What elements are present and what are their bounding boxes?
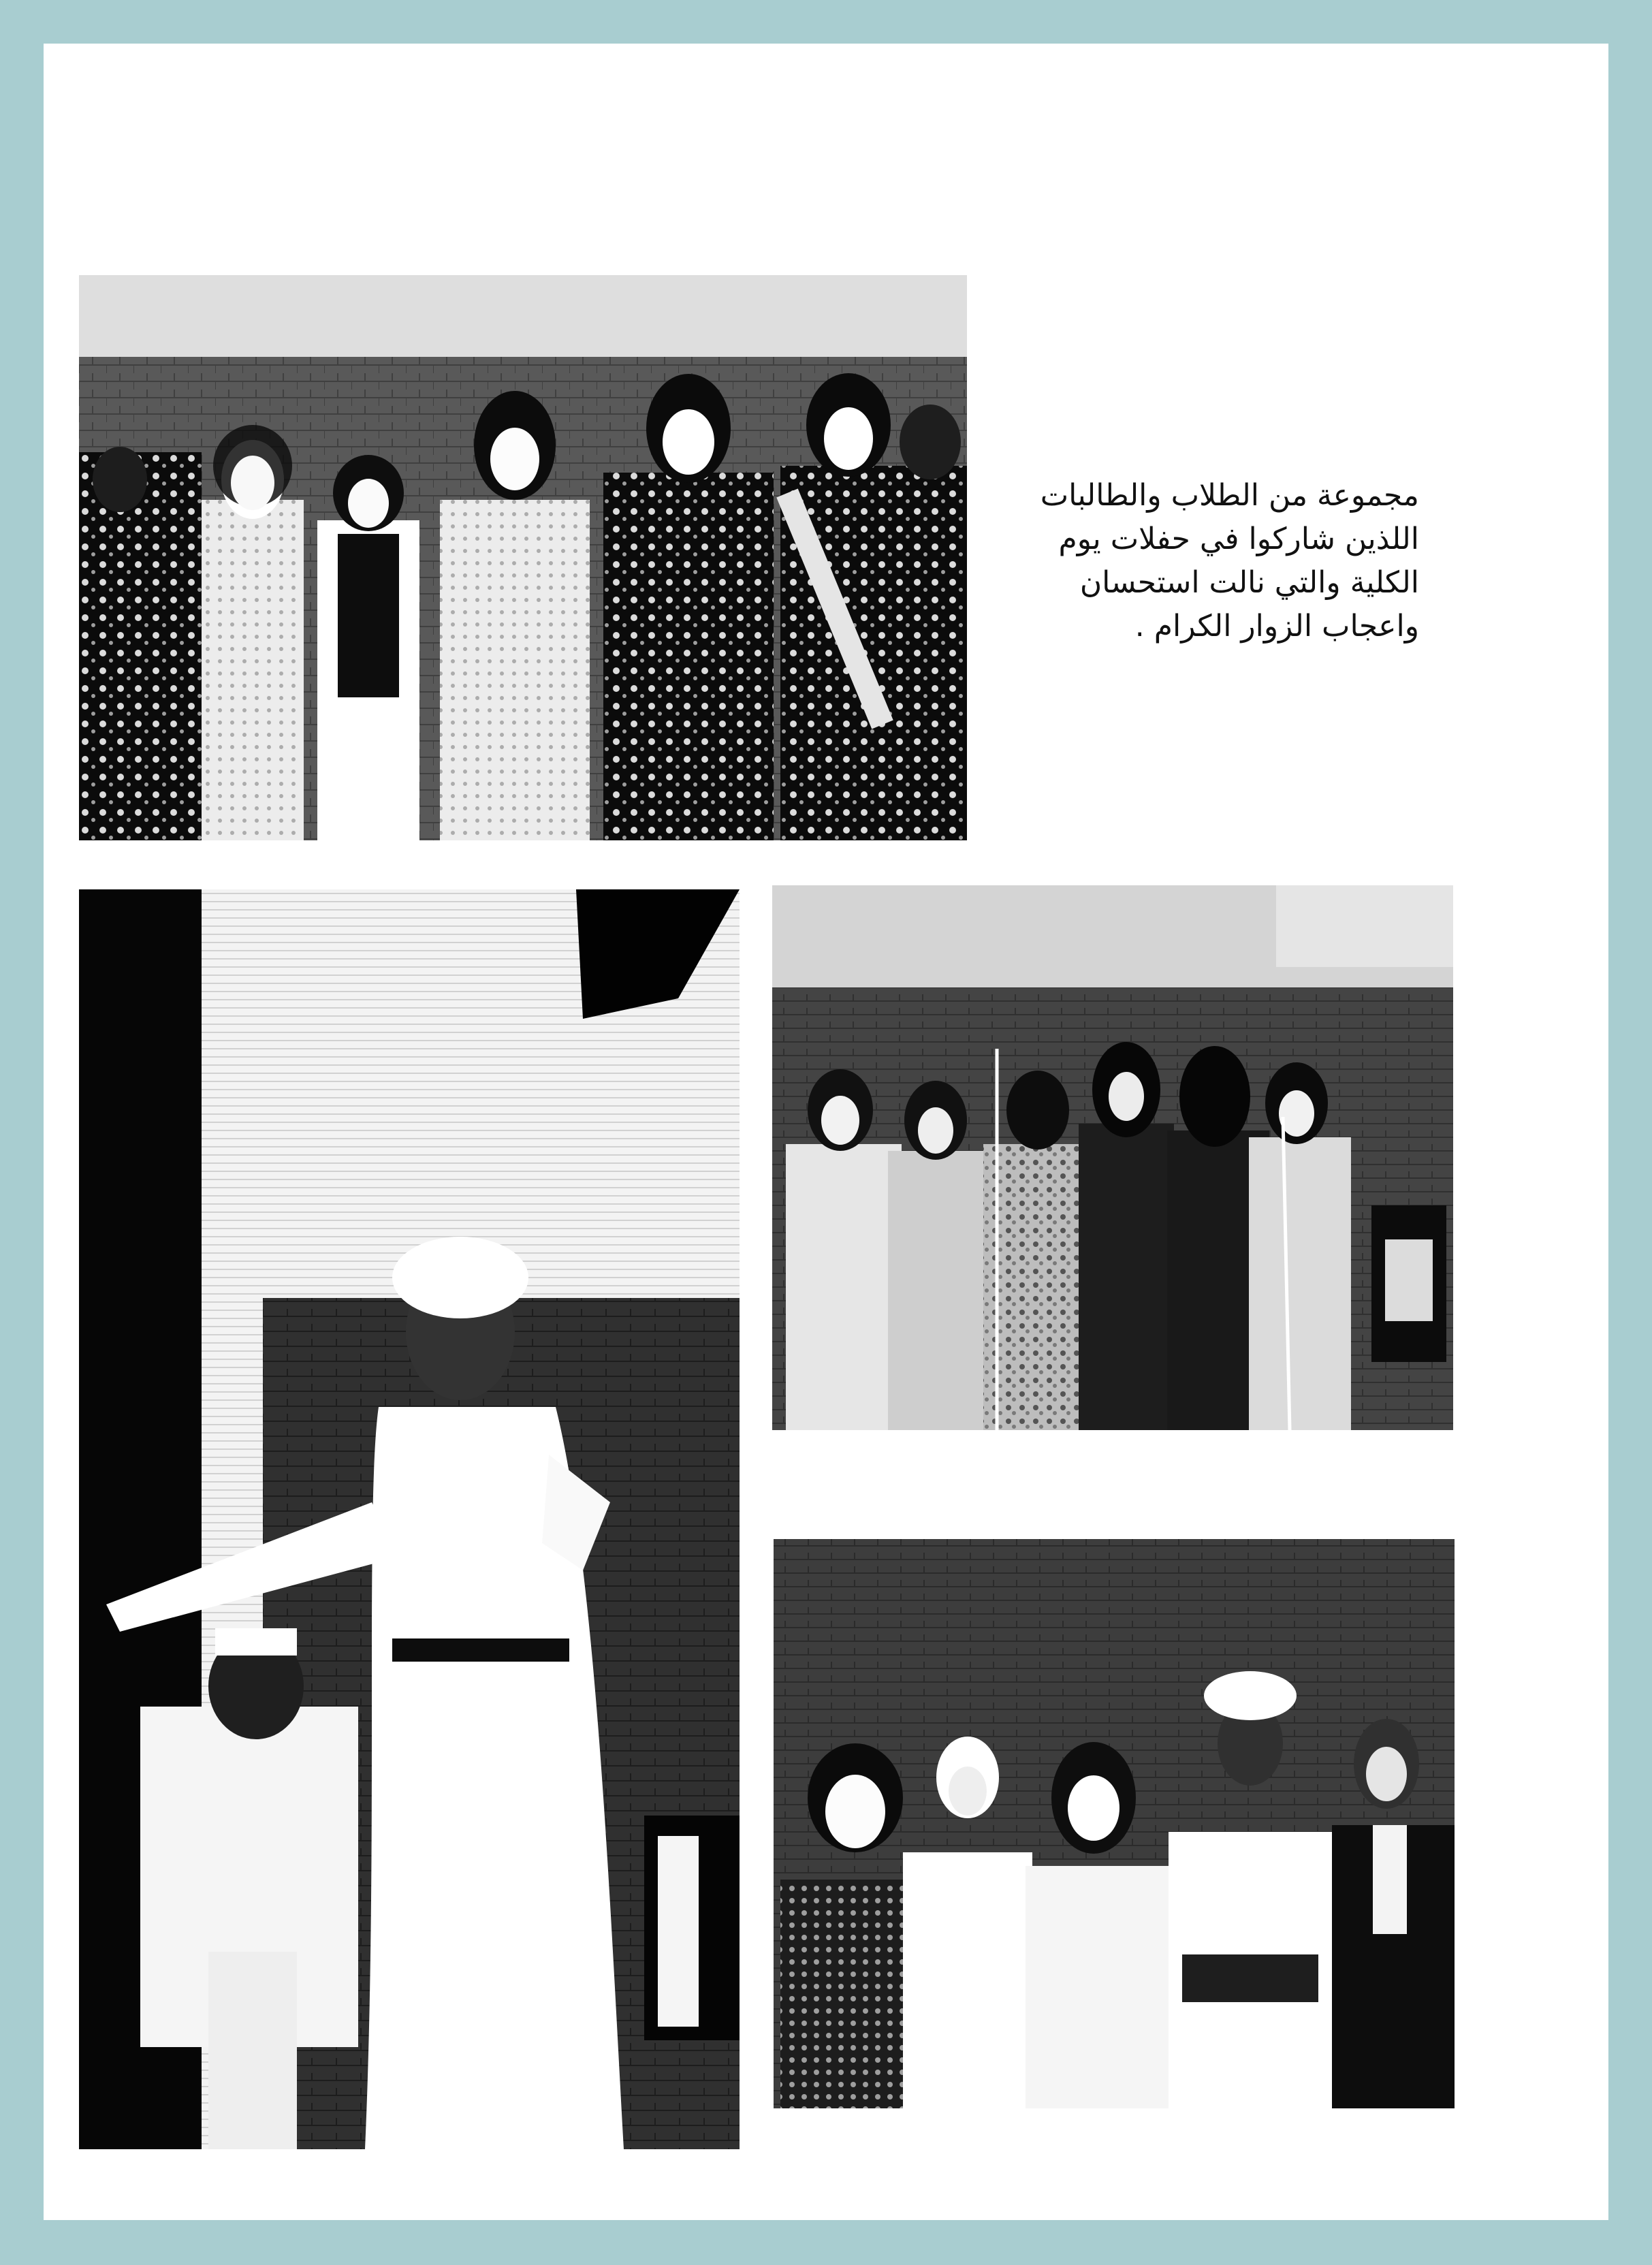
photo-group-traditional-dress-image: [79, 275, 967, 840]
caption-line-3: الكلية والتي نالت استحسان: [1079, 565, 1419, 600]
album-page: [44, 44, 1608, 2220]
photo-costumed-group-image: [774, 1539, 1455, 2108]
photo-costumed-group: [774, 1539, 1455, 2108]
photo-dancer-on-stage-image: [79, 889, 740, 2149]
photo-dancer-on-stage: [79, 889, 740, 2149]
caption-line-4: واعجاب الزوار الكرام .: [1134, 609, 1419, 644]
photo-group-traditional-dress: [79, 275, 967, 840]
photo-choir-group-image: [772, 885, 1453, 1430]
photo-choir-group: [772, 885, 1453, 1430]
photo-caption: [1038, 474, 1419, 648]
caption-line-2: اللذين شاركوا في حفلات يوم: [1058, 522, 1419, 556]
caption-line-1: مجموعة من الطلاب والطالبات: [1040, 478, 1419, 513]
